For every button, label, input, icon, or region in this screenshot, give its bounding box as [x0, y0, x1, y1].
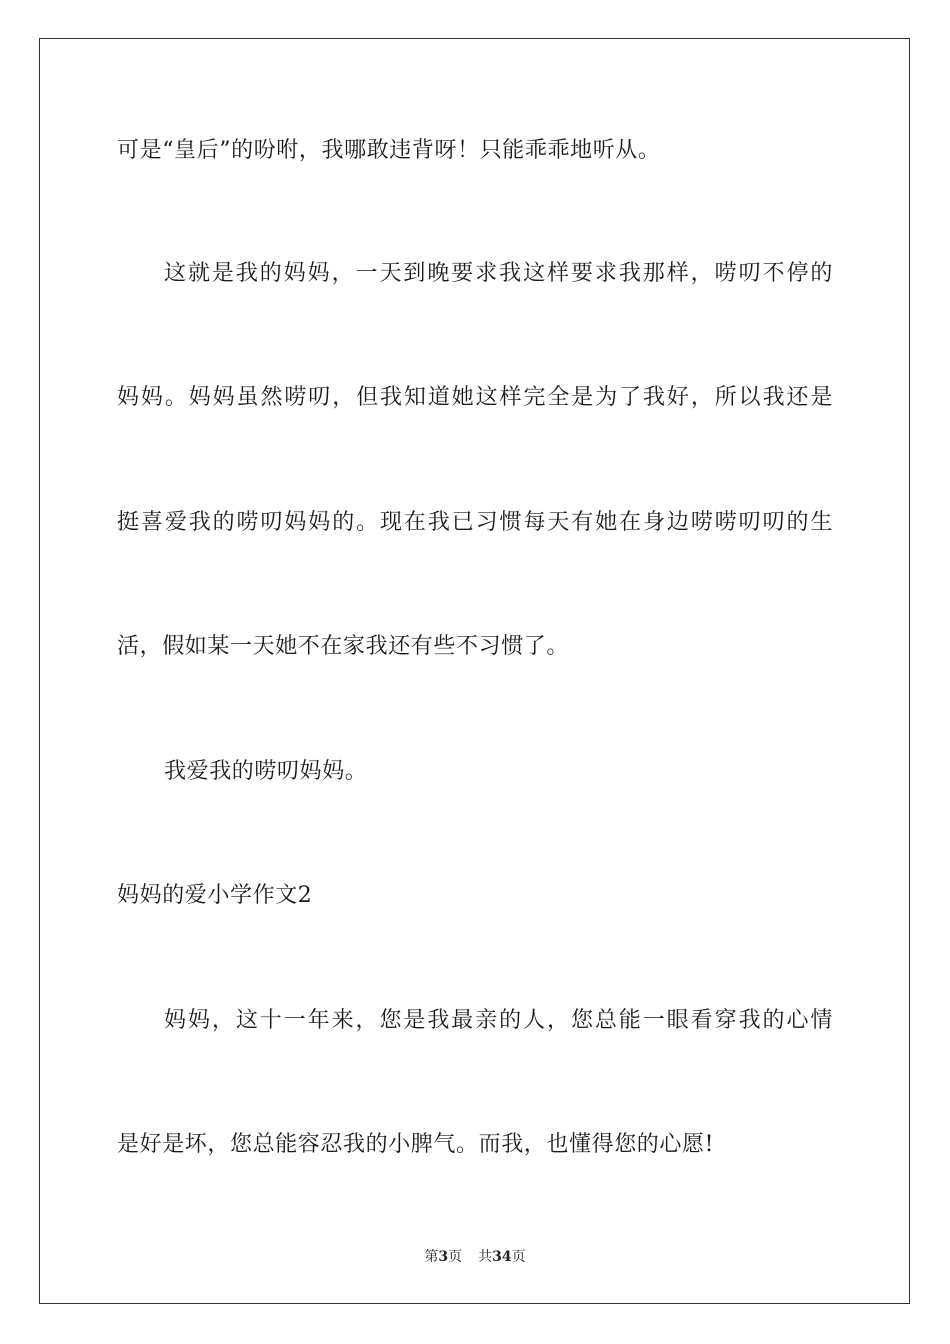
paragraph-first-line: 妈妈，这十一年来，您是我最亲的人，您总能一眼看穿我的心情: [164, 1008, 833, 1033]
body-text-line: 可是“皇后”的吩咐，我哪敢违背呀！只能乖乖地听从。: [117, 138, 661, 163]
body-text-line: 妈妈。妈妈虽然唠叨，但我知道她这样完全是为了我好，所以我还是: [117, 385, 833, 410]
body-text-line: 是好是坏，您总能容忍我的小脾气。而我，也懂得您的心愿!: [117, 1132, 715, 1157]
page-total-count: 34: [492, 1249, 512, 1265]
paragraph-first-line: 我爱我的唠叨妈妈。: [164, 759, 368, 784]
page-number-suffix: 页: [448, 1249, 463, 1265]
body-text-line: 活，假如某一天她不在家我还有些不习惯了。: [117, 634, 570, 659]
page-number-prefix: 第: [424, 1249, 439, 1265]
paragraph-first-line: 这就是我的妈妈，一天到晚要求我这样要求我那样，唠叨不停的: [164, 261, 833, 286]
page-total-prefix: 共: [478, 1249, 493, 1265]
page-border: [39, 38, 910, 1304]
page-total-suffix: 页: [511, 1249, 526, 1265]
body-text-line: 挺喜爱我的唠叨妈妈的。现在我已习惯每天有她在身边唠唠叨叨的生: [117, 510, 833, 535]
page-number-current: 3: [438, 1249, 449, 1265]
page-footer: [0, 1247, 950, 1267]
section-heading: 妈妈的爱小学作文2: [117, 883, 313, 908]
